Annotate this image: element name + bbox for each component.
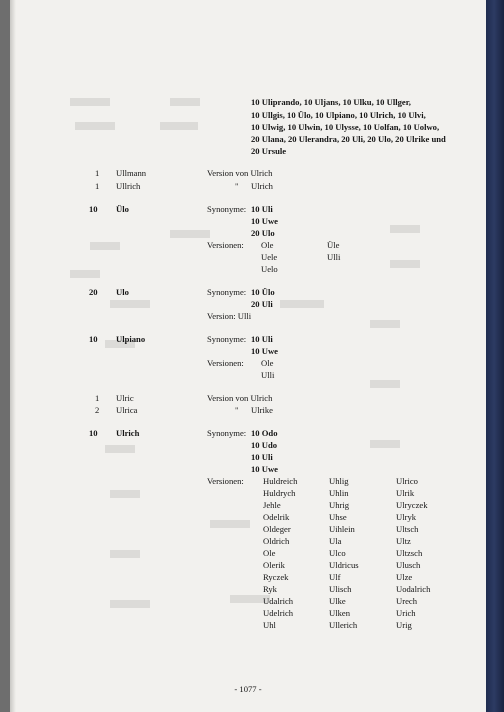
version: Odelrik [263,512,290,522]
version: Üle [327,240,340,250]
version: Urich [396,608,416,618]
version: Uhlig [329,476,349,486]
entry-number: 10 [89,204,98,214]
version: Ulrico [396,476,418,486]
version: Huldrych [263,488,296,498]
version: Udalrich [263,596,294,606]
synonym-line-5: 20 Ursule [251,146,287,156]
synonym-line-3: 10 Ulwig, 10 Ulwin, 10 Ulysse, 10 Uolfan, 10 Uolwo, [251,122,440,132]
synonym: 20 Ulo [251,228,275,238]
synonyms-label: Synonyme: [207,204,247,214]
entry-number: 20 [89,287,98,297]
version: Uhlin [329,488,349,498]
version: Ulli [261,370,275,380]
synonym-line-2: 10 Ullgis, 10 Ülo, 10 Ulpiano, 10 Ulrich, 10 Ulvi, [251,110,426,120]
version: Huldreich [263,476,298,486]
version: Ulco [329,548,346,558]
version: Uhse [329,512,347,522]
book-page [10,0,486,712]
version: Ulken [329,608,351,618]
synonym: 10 Odo [251,428,278,438]
version: Ulisch [329,584,352,594]
synonym: 10 Uli [251,204,273,214]
synonyms-label: Synonyme: [207,334,247,344]
synonyms-label: Synonyme: [207,428,247,438]
page-gutter [10,0,16,712]
entry-number: 1 [95,168,100,178]
version: Ultzsch [396,548,423,558]
entry-number: 10 [89,428,98,438]
book-spine [486,0,504,712]
version: Ole [263,548,276,558]
version: Ula [329,536,342,546]
version: Uodalrich [396,584,431,594]
entry-name-ullmann: Ullmann [116,168,147,178]
synonym: 10 Ülo [251,287,275,297]
version: Uldricus [329,560,359,570]
synonym: 20 Uli [251,299,273,309]
version: Oldrich [263,536,290,546]
synonym-line-4: 20 Ulana, 20 Ulerandra, 20 Uli, 20 Ulo, 20 Ulrike und [251,134,446,144]
version: Ryczek [263,572,289,582]
version: Uihlein [329,524,355,534]
entry-name-ulrich: Ulrich [116,428,140,438]
version: Ryk [263,584,277,594]
version: Urig [396,620,412,630]
synonym: 10 Udo [251,440,278,450]
version: Uhl [263,620,276,630]
version: Ulusch [396,560,421,570]
version: Ultsch [396,524,419,534]
ditto-mark: " [235,181,239,191]
entry-text: Ulrich [251,181,273,191]
versions-label: Versionen: [207,240,244,250]
version: Uele [261,252,278,262]
synonym: 10 Uli [251,334,273,344]
entry-number: 1 [95,181,100,191]
version: Ole [261,358,274,368]
entry-number: 10 [89,334,98,344]
entry-number: 1 [95,393,100,403]
versions-label: Versionen: [207,476,244,486]
version: Ulryczek [396,500,428,510]
version: Udelrich [263,608,294,618]
entry-name-ullrich: Ullrich [116,181,141,191]
version: Ullerich [329,620,358,630]
version-line: Version: Ulli [207,311,252,321]
version: Ulze [396,572,413,582]
version: Olerik [263,560,285,570]
synonym: 10 Uli [251,452,273,462]
synonym: 10 Uwe [251,216,278,226]
entry-number: 2 [95,405,100,415]
version: Ulf [329,572,341,582]
entry-name-ulrica: Ulrica [116,405,138,415]
page-number: - 1077 - [234,684,262,694]
entry-text: Ulrike [251,405,273,415]
synonym: 10 Uwe [251,464,278,474]
version: Uelo [261,264,278,274]
entry-name-uelo: Ülo [116,204,129,214]
entry-name-ulpiano: Ulpiano [116,334,146,344]
entry-name-ulo: Ulo [116,287,129,297]
entry-text: Version von Ulrich [207,168,273,178]
ditto-mark: " [235,405,239,415]
version: Ole [261,240,274,250]
version: Ulke [329,596,346,606]
version: Ulryk [396,512,417,522]
version: Ulrik [396,488,415,498]
versions-label: Versionen: [207,358,244,368]
version: Jehle [263,500,281,510]
version: Oldeger [263,524,291,534]
synonyms-label: Synonyme: [207,287,247,297]
version: Ulli [327,252,341,262]
synonym: 10 Uwe [251,346,278,356]
entry-name-ulric: Ulric [116,393,134,403]
version: Uhrig [329,500,350,510]
version: Urech [396,596,417,606]
synonym-line-1: 10 Uliprando, 10 Uljans, 10 Ulku, 10 Ullger, [251,97,411,107]
entry-text: Version von Ulrich [207,393,273,403]
version: Ultz [396,536,411,546]
